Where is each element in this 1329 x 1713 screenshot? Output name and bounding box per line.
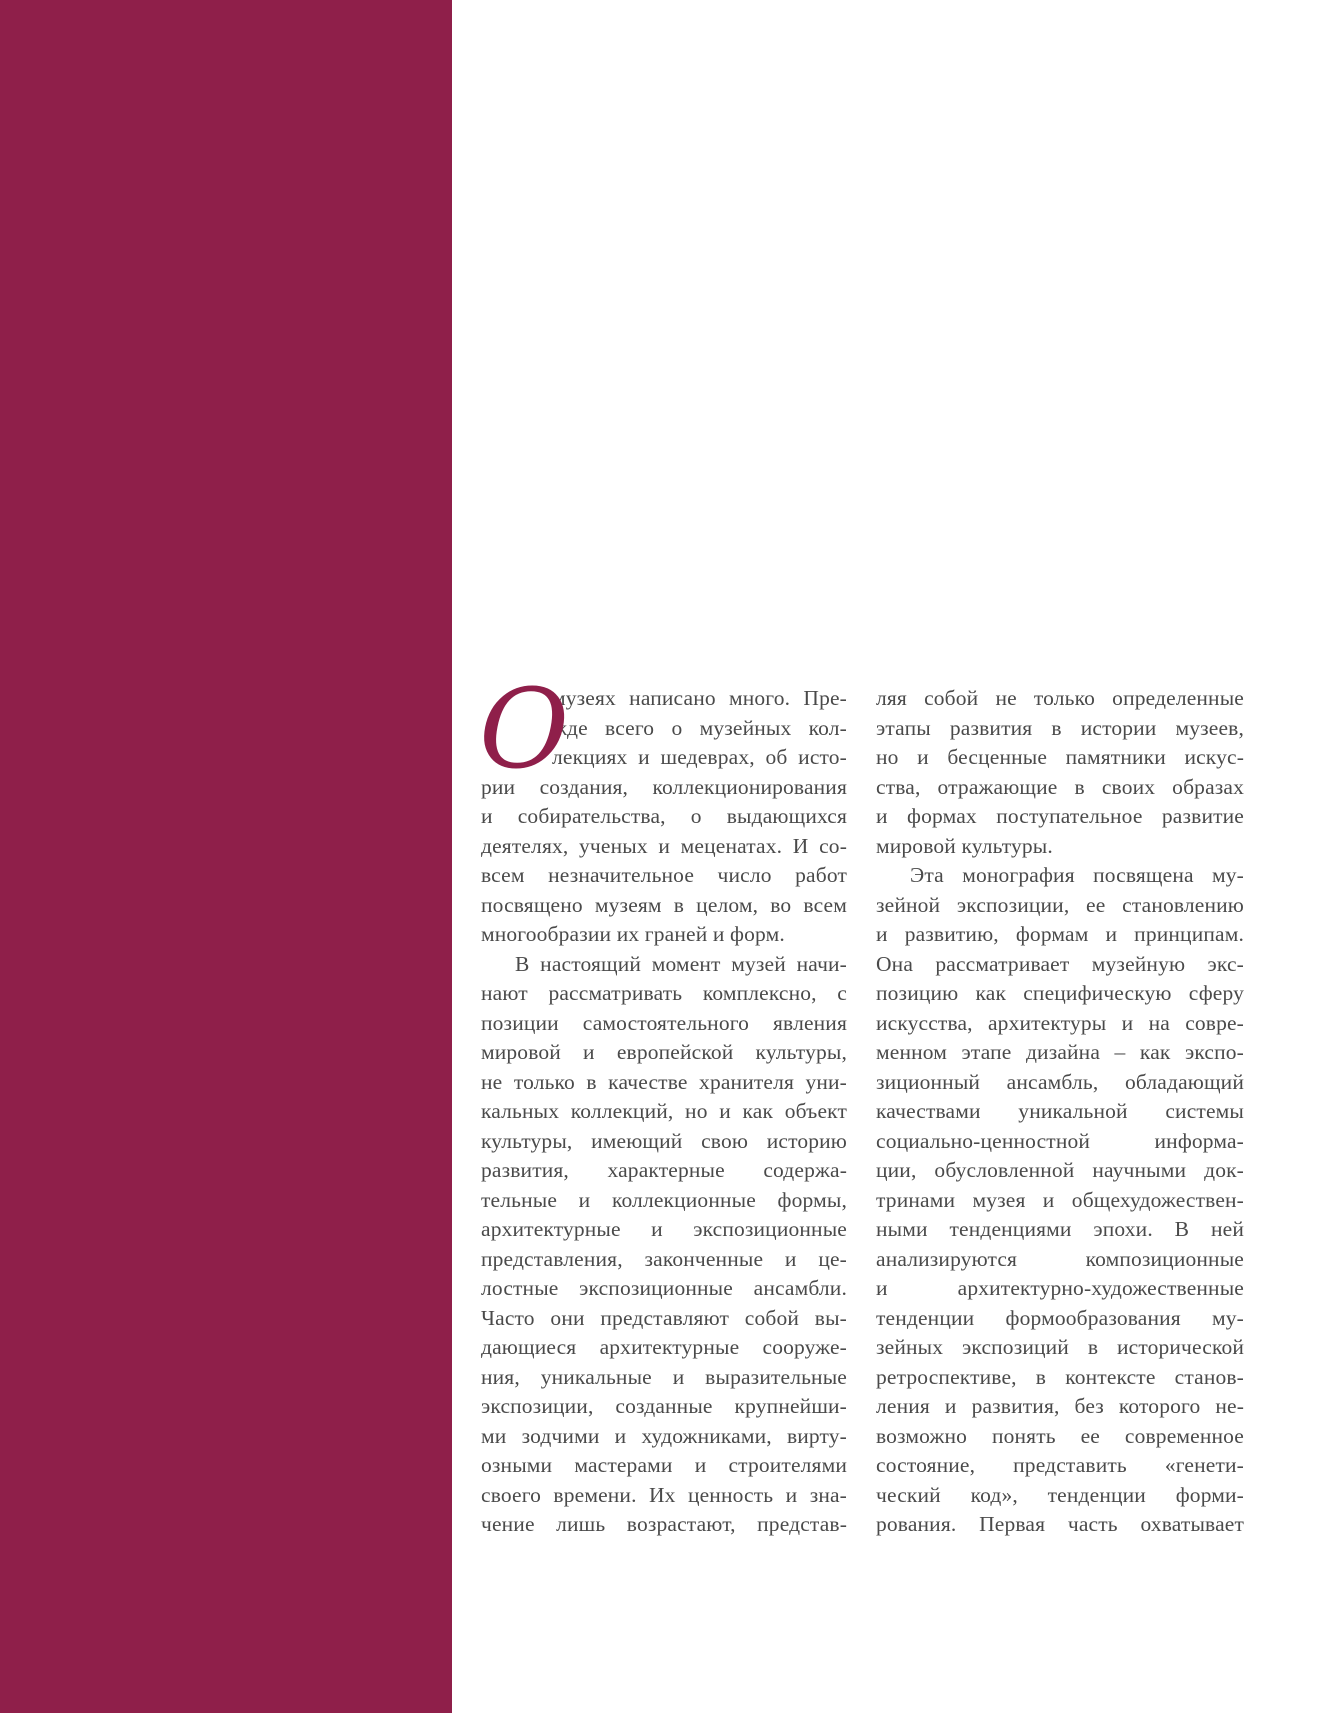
text-line: посвящено музеям в целом, во всем [481,892,847,917]
text-column-right [876,684,1244,1540]
text-line: нают рассматривать комплексно, с [481,981,847,1005]
text-line: жде всего о музейных кол- [552,715,847,740]
text-line: лостные экспозиционные ансамбли. [481,1276,847,1300]
text-line: зейной экспозиции, ее становлению [876,892,1244,917]
text-line: ретроспективе, в контексте станов- [876,1364,1244,1389]
text-line: анализируются композиционные [876,1246,1244,1271]
text-line: Она рассматривает музейную экс- [876,951,1244,976]
text-line: культуры, имеющий свою историю [481,1128,847,1153]
text-line: менном этапе дизайна – как экспо- [876,1040,1244,1064]
text-line: искусства, архитектуры и на совре- [876,1010,1244,1035]
text-line: развития, характерные содержа- [481,1158,847,1182]
text-line: зиционный ансамбль, обладающий [876,1069,1244,1094]
text-line: возможно понять ее современное [876,1423,1244,1448]
text-line: ства, отражающие в своих образах [876,774,1244,799]
side-color-band [0,0,452,1713]
text-line: ными тенденциями эпохи. В ней [876,1217,1244,1241]
text-line: и формах поступательное развитие [876,804,1244,828]
text-line: и развитию, формам и принципам. [876,922,1244,946]
text-line: ми зодчими и художниками, вирту- [481,1423,847,1448]
text-line: но и бесценные памятники искус- [876,745,1244,769]
text-line: тельные и коллекционные формы, [481,1187,847,1212]
text-line: чение лишь возрастают, представ- [481,1512,847,1536]
text-column-left [479,665,847,1540]
text-line: ческий код», тенденции форми- [876,1482,1244,1507]
text-line: Эта монография посвящена му- [910,863,1244,887]
text-line: своего времени. Их ценность и зна- [481,1482,847,1507]
text-line: ния, уникальные и выразительные [481,1364,847,1389]
text-line: тенденции формообразования му- [876,1305,1244,1330]
text-line: В настоящий момент музей начи- [515,951,847,976]
text-line: ции, обусловленной научными док- [876,1158,1244,1182]
text-line: зейных экспозиций в исторической [876,1335,1244,1359]
text-line: и собирательства, о выдающихся [481,804,847,828]
text-line: позиции самостоятельного явления [481,1010,847,1035]
text-line: позицию как специфическую сферу [876,981,1244,1005]
text-line: архитектурные и экспозиционные [481,1217,847,1241]
text-line: представления, законченные и це- [481,1246,847,1271]
text-line: дающиеся архитектурные сооруже- [481,1335,847,1359]
text-line: ления и развития, без которого не- [876,1394,1244,1418]
text-line: и архитектурно-художественные [876,1276,1244,1300]
text-line: музеях написано много. Пре- [552,686,847,710]
text-line: Часто они представляют собой вы- [481,1305,847,1330]
text-line: экспозиции, созданные крупнейши- [481,1394,847,1418]
text-line: рии создания, коллекционирования [481,774,847,799]
text-line: не только в качестве хранителя уни- [481,1069,847,1094]
text-line: всем незначительное число работ [481,863,847,887]
text-line: этапы развития в истории музеев, [876,715,1244,740]
text-line: лекциях и шедеврах, об исто- [552,745,847,769]
text-line: социально-ценностной информа- [876,1128,1244,1153]
text-line: состояние, представить «генети- [876,1453,1244,1477]
text-line: многообразии их граней и форм. [481,922,785,946]
text-line: рования. Первая часть охватывает [876,1512,1244,1536]
text-line: тринами музея и общехудожествен- [876,1187,1244,1212]
text-line: ляя собой не только определенные [876,686,1244,710]
text-line: деятелях, ученых и меценатах. И со- [481,833,847,858]
drop-cap: О [479,665,570,793]
text-line: мировой культуры. [876,833,1053,858]
text-line: кальных коллекций, но и как объект [481,1099,847,1123]
text-line: озными мастерами и строителями [481,1453,847,1477]
text-line: мировой и европейской культуры, [481,1040,847,1064]
text-line: качествами уникальной системы [876,1099,1244,1123]
